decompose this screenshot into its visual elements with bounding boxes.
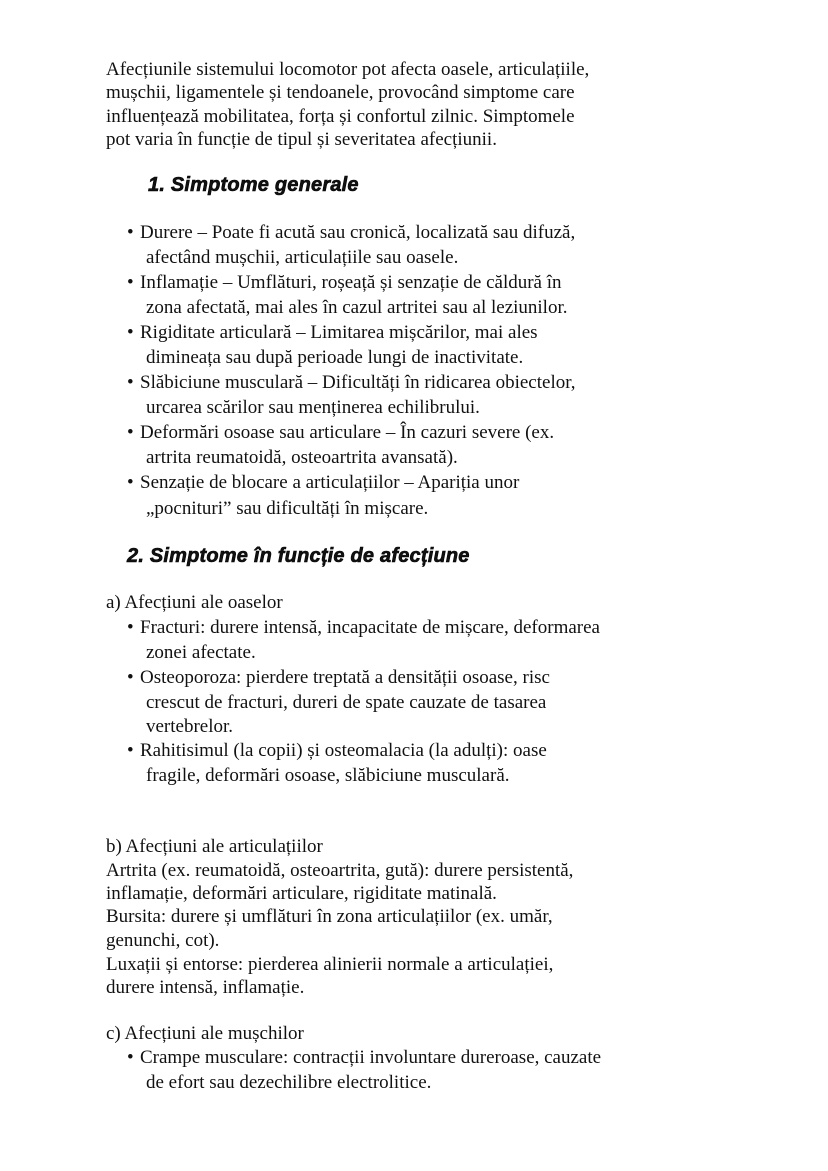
list-item-continuation: de efort sau dezechilibre electrolitice. bbox=[146, 1072, 432, 1093]
list-item bbox=[127, 666, 550, 690]
list-item bbox=[127, 421, 554, 445]
list-item bbox=[127, 221, 575, 245]
paragraph-line: Artrita (ex. reumatoidă, osteoartrita, gută): durere persistentă, bbox=[106, 860, 574, 881]
subsection-title-joints: b) Afecțiuni ale articulațiilor bbox=[106, 836, 323, 857]
intro-line: mușchii, ligamentele și tendoanele, provocând simptome care bbox=[106, 82, 575, 103]
intro-line: influențează mobilitatea, forța și confortul zilnic. Simptomele bbox=[106, 106, 575, 127]
list-item bbox=[127, 739, 547, 763]
list-item bbox=[127, 1046, 601, 1070]
list-item-text: Senzație de blocare a articulațiilor – Apariția unor bbox=[140, 472, 520, 493]
list-item-continuation: afectând mușchii, articulațiile sau oasele. bbox=[146, 247, 459, 268]
list-item-text: Rahitisimul (la copii) și osteomalacia (la adulți): oase bbox=[140, 740, 547, 761]
list-item-continuation: artrita reumatoidă, osteoartrita avansată). bbox=[146, 447, 458, 468]
list-item-continuation: zonei afectate. bbox=[146, 642, 256, 663]
section-heading-by-condition: 2. Simptome în funcție de afecțiune bbox=[127, 545, 470, 567]
paragraph-line: inflamație, deformări articulare, rigiditate matinală. bbox=[106, 883, 497, 904]
paragraph-line: Bursita: durere și umflături în zona articulațiilor (ex. umăr, bbox=[106, 906, 553, 927]
intro-line: pot varia în funcție de tipul și severitatea afecțiunii. bbox=[106, 129, 497, 150]
list-item-text: Osteoporoza: pierdere treptată a densității osoase, risc bbox=[140, 667, 550, 688]
paragraph-line: Luxații și entorse: pierderea alinierii normale a articulației, bbox=[106, 954, 554, 975]
paragraph-line: genunchi, cot). bbox=[106, 930, 220, 951]
list-item-continuation: crescut de fracturi, dureri de spate cauzate de tasarea bbox=[146, 692, 547, 713]
list-item-text: Rigiditate articulară – Limitarea mișcărilor, mai ales bbox=[140, 322, 538, 343]
list-item-text: Inflamație – Umflături, roșeață și senzație de căldură în bbox=[140, 272, 562, 293]
list-item-continuation: vertebrelor. bbox=[146, 716, 234, 737]
list-item bbox=[127, 271, 562, 295]
list-item bbox=[127, 321, 538, 345]
list-item-text: Slăbiciune musculară – Dificultăți în ridicarea obiectelor, bbox=[140, 372, 576, 393]
list-item-text: Deformări osoase sau articulare – În cazuri severe (ex. bbox=[140, 422, 555, 443]
list-item-continuation: urcarea scărilor sau menținerea echilibrului. bbox=[146, 397, 480, 418]
list-item-text: Durere – Poate fi acută sau cronică, localizată sau difuză, bbox=[140, 222, 576, 243]
subsection-title-muscles: c) Afecțiuni ale mușchilor bbox=[106, 1023, 304, 1044]
list-item bbox=[127, 371, 576, 395]
list-item-continuation: zona afectată, mai ales în cazul artritei sau al leziunilor. bbox=[146, 297, 568, 318]
list-item-continuation: fragile, deformări osoase, slăbiciune musculară. bbox=[146, 765, 510, 786]
list-item-continuation: „pocnituri” sau dificultăți în mișcare. bbox=[146, 498, 429, 519]
section-heading-general: 1. Simptome generale bbox=[148, 174, 359, 196]
list-item bbox=[127, 616, 600, 640]
list-item-text: Fracturi: durere intensă, incapacitate de mișcare, deformarea bbox=[140, 617, 600, 638]
subsection-title-bones: a) Afecțiuni ale oaselor bbox=[106, 592, 283, 613]
list-item bbox=[127, 471, 519, 495]
list-item-text: Crampe musculare: contracții involuntare dureroase, cauzate bbox=[140, 1047, 602, 1068]
list-item-continuation: dimineața sau după perioade lungi de inactivitate. bbox=[146, 347, 524, 368]
paragraph-line: durere intensă, inflamație. bbox=[106, 977, 305, 998]
intro-line: Afecțiunile sistemului locomotor pot afecta oasele, articulațiile, bbox=[106, 59, 590, 80]
